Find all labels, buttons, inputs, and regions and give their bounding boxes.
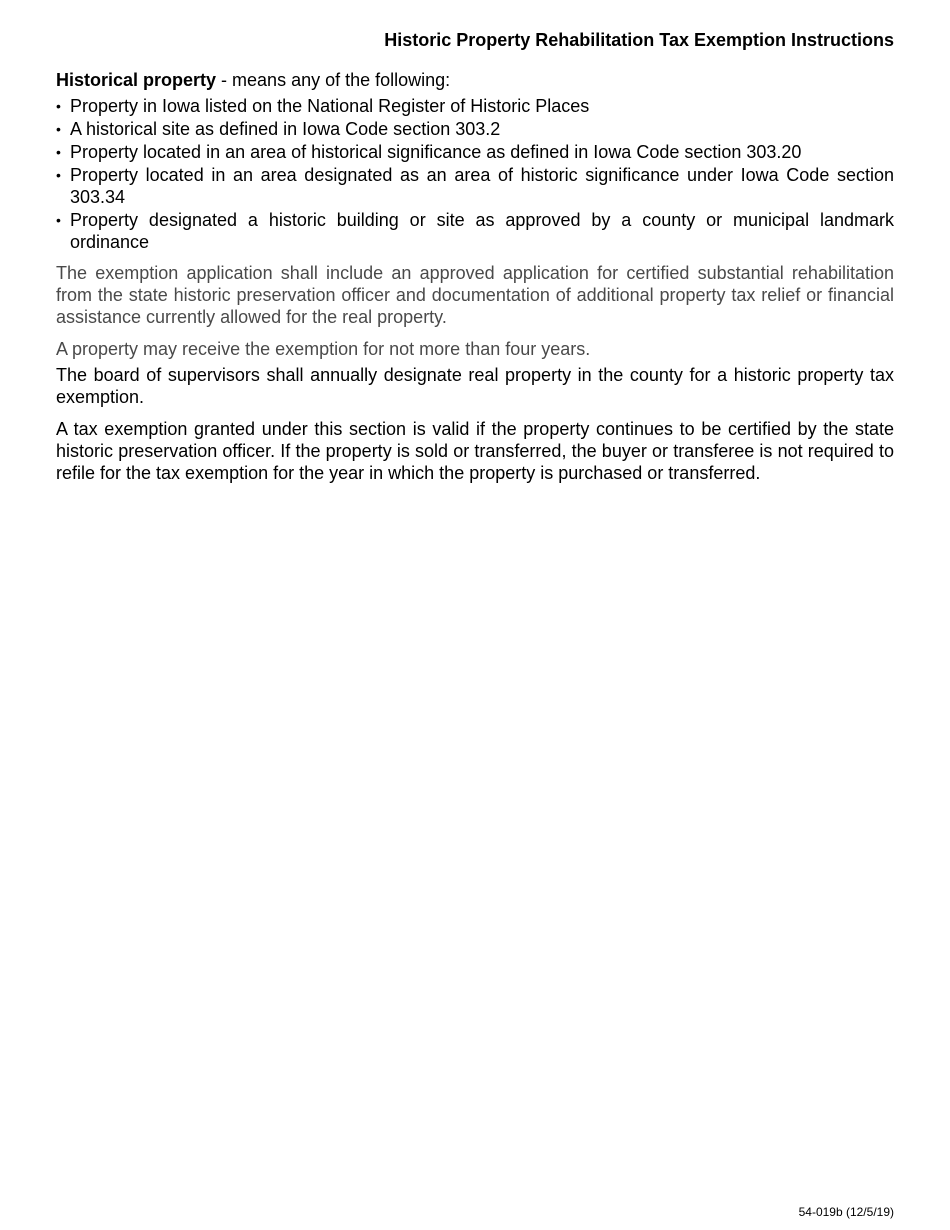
definition-text: - means any of the following: xyxy=(216,70,451,90)
bullet-list xyxy=(56,95,894,253)
list-item xyxy=(56,164,894,208)
application-paragraph: The exemption application shall include an approved application for certified substantial rehabilitation from the state historic preservation officer and documentation of additional property tax relief or financial assistance currently allowed for the real property. xyxy=(56,263,894,327)
board-paragraph: The board of supervisors shall annually designate real property in the county for a historic property tax exemption. xyxy=(56,365,894,407)
definition-term: Historical property xyxy=(56,70,217,90)
list-item-text: Property located in an area of historical significance as defined in Iowa Code section 303.20 xyxy=(70,142,802,162)
list-item xyxy=(56,95,894,117)
document-page xyxy=(56,28,894,494)
definition xyxy=(56,69,894,91)
list-item xyxy=(56,118,894,140)
list-item-text: A historical site as defined in Iowa Code section 303.2 xyxy=(70,119,501,139)
bullet-icon: • xyxy=(56,144,61,160)
bullet-icon: • xyxy=(56,121,61,137)
list-item-text: Property in Iowa listed on the National Register of Historic Places xyxy=(70,96,590,116)
list-item-text: Property located in an area designated as an area of historic significance under Iowa Code section 303.34 xyxy=(70,165,894,207)
duration-paragraph: A property may receive the exemption for not more than four years. xyxy=(56,339,591,359)
page-title: Historic Property Rehabilitation Tax Exemption Instructions xyxy=(384,30,894,50)
list-item xyxy=(56,141,894,163)
form-id: 54-019b (12/5/19) xyxy=(798,1205,894,1219)
bullet-icon: • xyxy=(56,167,61,183)
bullet-icon: • xyxy=(56,212,61,228)
list-item-text: Property designated a historic building or site as approved by a county or municipal landmark ordinance xyxy=(70,210,894,252)
list-item xyxy=(56,209,894,253)
bullet-icon: • xyxy=(56,98,61,114)
validity-paragraph: A tax exemption granted under this section is valid if the property continues to be certified by the state historic preservation officer. If the property is sold or transferred, the buyer or transferee is not required to refile for the tax exemption for the year in which the property is purchased or transferred. xyxy=(56,419,894,483)
